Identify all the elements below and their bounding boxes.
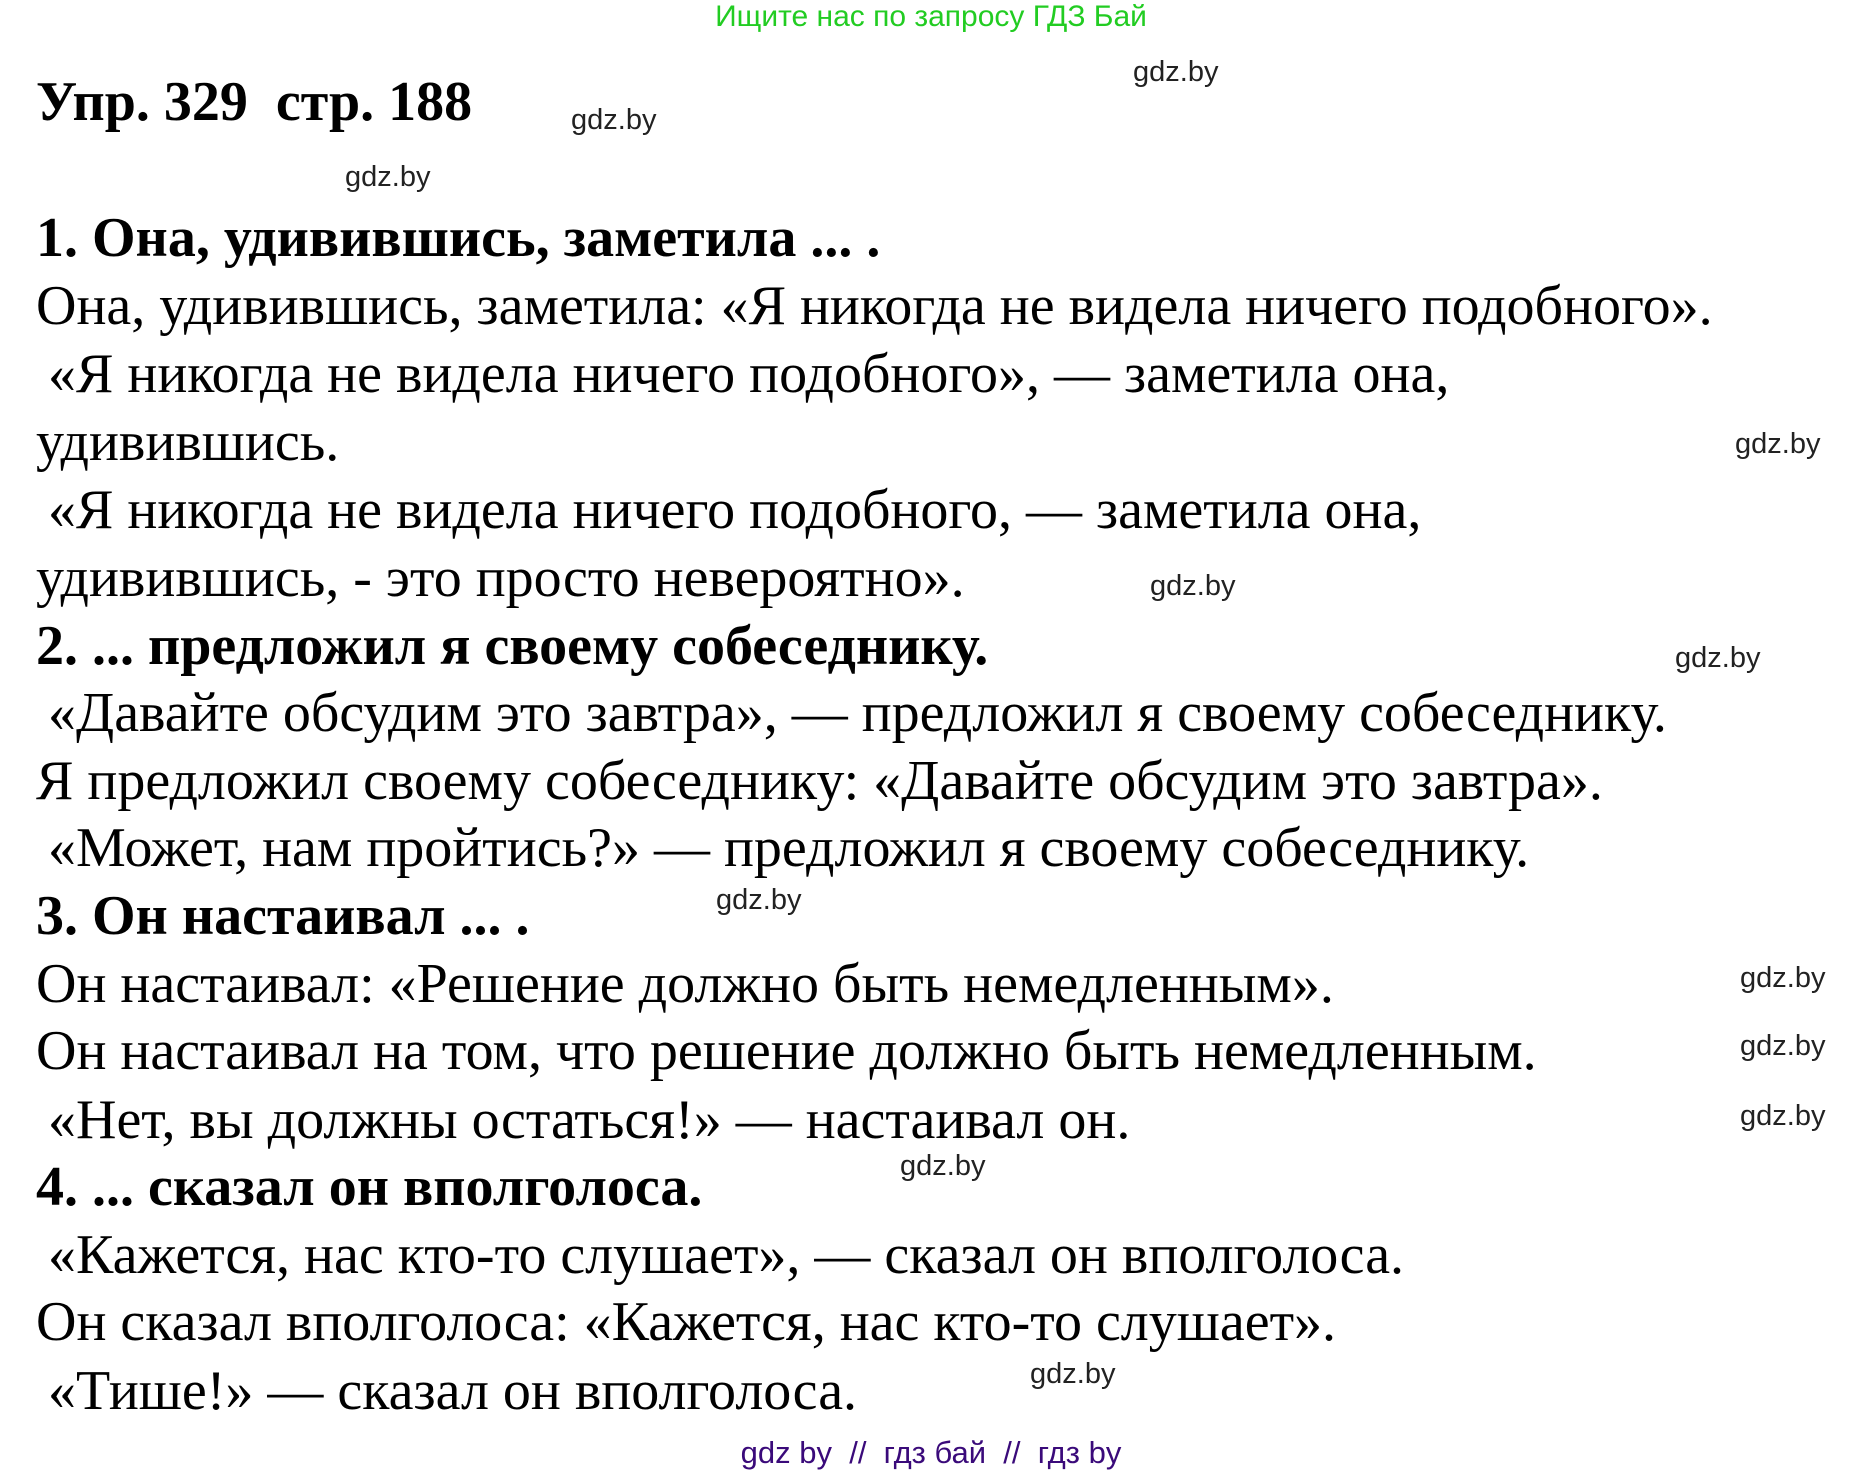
watermark: gdz.by <box>900 1150 986 1182</box>
answer-line: «Я никогда не видела ничего подобного, — заметила она, <box>48 479 1422 541</box>
search-banner: Ищите нас по запросу ГДЗ Бай <box>715 0 1147 33</box>
answer-line: «Нет, вы должны остаться!» — настаивал он. <box>48 1089 1131 1151</box>
answer-line: «Тише!» — сказал он вполголоса. <box>48 1360 858 1422</box>
answer-line: удивившись. <box>36 411 340 473</box>
watermark: gdz.by <box>1133 56 1219 88</box>
watermark: gdz.by <box>1150 570 1236 602</box>
watermark: gdz.by <box>1030 1358 1116 1390</box>
answer-line: Она, удивившись, заметила: «Я никогда не видела ничего подобного». <box>36 275 1713 337</box>
watermark: gdz.by <box>716 884 802 916</box>
footer-banner: gdz by // гдз бай // гдз by <box>740 1435 1122 1470</box>
watermark: gdz.by <box>1740 1030 1826 1062</box>
task-heading: 3. Он настаивал ... . <box>36 885 530 947</box>
answer-line: удивившись, - это просто невероятно». <box>36 547 965 609</box>
answer-line: Он настаивал: «Решение должно быть немедленным». <box>36 953 1334 1015</box>
answer-line: Я предложил своему собеседнику: «Давайте обсудим это завтра». <box>36 750 1603 812</box>
answer-line: «Может, нам пройтись?» — предложил я своему собеседнику. <box>48 817 1530 879</box>
watermark: gdz.by <box>571 104 657 136</box>
watermark: gdz.by <box>1740 1100 1826 1132</box>
watermark: gdz.by <box>1675 642 1761 674</box>
answer-line: «Давайте обсудим это завтра», — предложил я своему собеседнику. <box>48 682 1667 744</box>
watermark: gdz.by <box>345 161 431 193</box>
watermark: gdz.by <box>1735 428 1821 460</box>
answer-line: Он настаивал на том, что решение должно быть немедленным. <box>36 1020 1537 1082</box>
task-heading: 4. ... сказал он вполголоса. <box>36 1156 703 1218</box>
answer-line: Он сказал вполголоса: «Кажется, нас кто-то слушает». <box>36 1291 1337 1353</box>
page-title: Упр. 329 стр. 188 <box>36 71 473 133</box>
answer-line: «Я никогда не видела ничего подобного», — заметила она, <box>48 343 1450 405</box>
watermark: gdz.by <box>1740 962 1826 994</box>
task-heading: 2. ... предложил я своему собеседнику. <box>36 615 989 677</box>
answer-line: «Кажется, нас кто-то слушает», — сказал он вполголоса. <box>48 1224 1405 1286</box>
task-heading: 1. Она, удивившись, заметила ... . <box>36 207 881 269</box>
